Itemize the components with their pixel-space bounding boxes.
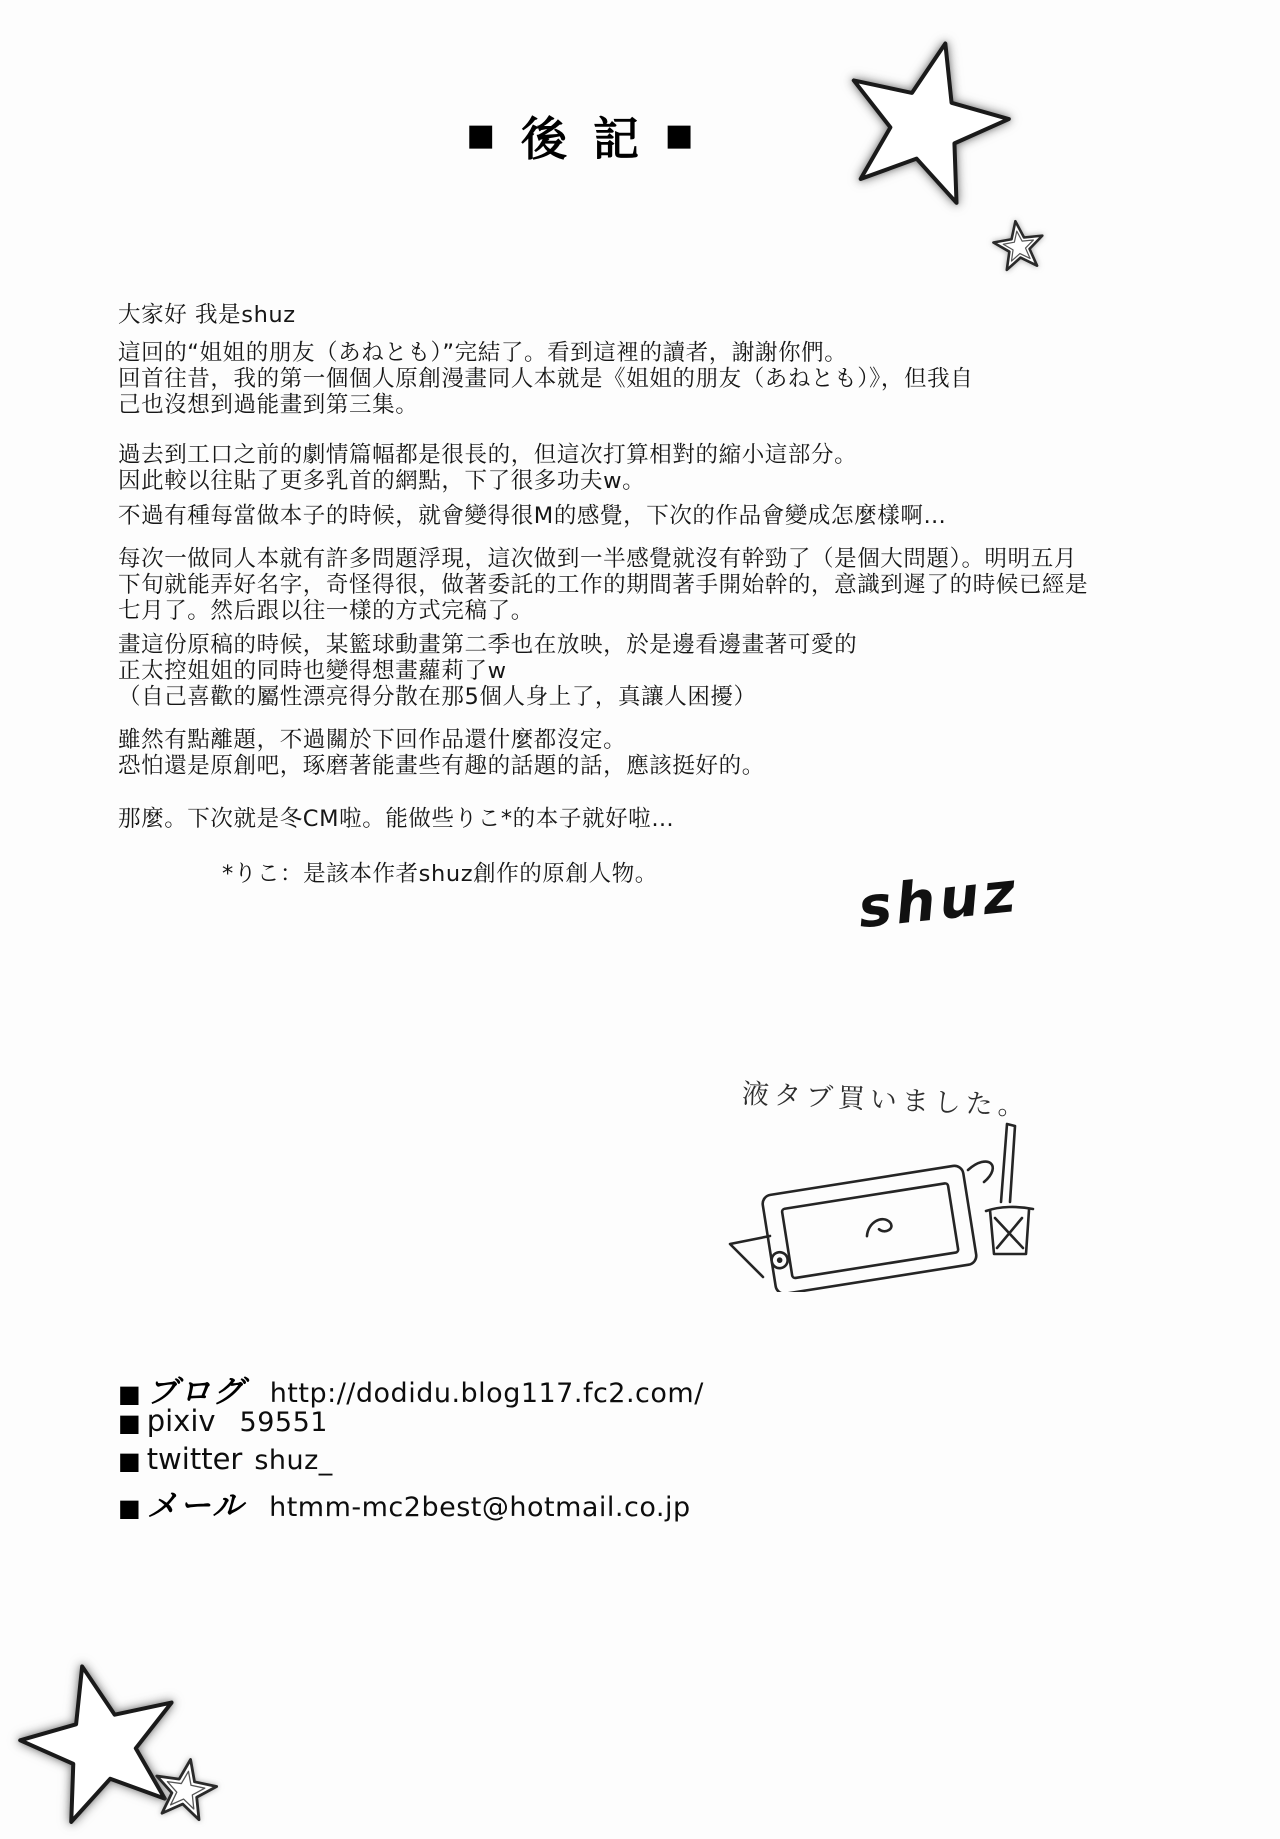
page-title-text: 後記 bbox=[521, 112, 665, 166]
paragraph-3 bbox=[118, 546, 1198, 624]
footnote-text: *りこ：是該本作者shuz創作的原創人物。 bbox=[222, 861, 658, 887]
star-small-top-right-icon bbox=[988, 216, 1050, 278]
contact-row-pixiv bbox=[118, 1404, 704, 1442]
star-small-bottom-left-icon bbox=[146, 1752, 224, 1830]
contact-info bbox=[118, 1366, 704, 1524]
paragraph-line: 因此較以往貼了更多乳首的網點，下了很多功夫w。 bbox=[118, 468, 646, 494]
greeting-line: 大家好 我是shuz bbox=[118, 302, 296, 328]
twitter-handle: shuz_ bbox=[254, 1445, 333, 1476]
pixiv-id: 59551 bbox=[239, 1407, 328, 1438]
paragraph-line: 己也沒想到過能畫到第三集。 bbox=[118, 392, 419, 418]
star-large-top-right-icon bbox=[822, 22, 1027, 227]
paragraph-line: 雖然有點離題，不過關於下回作品還什麼都沒定。 bbox=[118, 727, 627, 753]
email-address: htmm-mc2best@hotmail.co.jp bbox=[269, 1492, 691, 1523]
paragraph-line: 不過有種每當做本子的時候，就會變得很M的感覺，下次的作品會變成怎麼樣啊… bbox=[118, 503, 947, 529]
contact-row-email bbox=[118, 1480, 704, 1524]
title-square-left-icon: ■ bbox=[466, 118, 495, 153]
contact-label: twitter bbox=[146, 1442, 243, 1476]
paragraph-line: （自己喜歡的屬性漂亮得分散在那5個人身上了，真讓人困擾） bbox=[118, 684, 757, 710]
paragraph-4 bbox=[118, 632, 1198, 710]
contact-row-blog bbox=[118, 1366, 704, 1410]
paragraph-line: 正太控姐姐的同時也變得想畫蘿莉了w bbox=[118, 658, 507, 684]
paragraph-line: 七月了。然后跟以往一樣的方式完稿了。 bbox=[118, 598, 534, 624]
contact-label: メール bbox=[146, 1488, 246, 1524]
paragraph-line: 畫這份原稿的時候，某籃球動畫第二季也在放映，於是邊看邊畫著可愛的 bbox=[118, 632, 858, 658]
paragraph-1 bbox=[118, 340, 1198, 418]
greeting-text bbox=[118, 302, 1198, 328]
contact-row-twitter bbox=[118, 1442, 704, 1480]
author-signature: shuz bbox=[855, 859, 1023, 942]
paragraph-line: 下旬就能弄好名字，奇怪得很，做著委託的工作的期間著手開始幹的，意識到遲了的時候已經是 bbox=[118, 572, 1089, 598]
paragraph-line: 恐怕還是原創吧，琢磨著能畫些有趣的話題的話，應該挺好的。 bbox=[118, 753, 765, 779]
title-square-right-icon: ■ bbox=[665, 118, 694, 153]
paragraph-2b bbox=[118, 503, 1198, 529]
contact-label: pixiv bbox=[146, 1404, 216, 1438]
paragraph-6 bbox=[118, 806, 1198, 832]
paragraph-line: 那麼。下次就是冬CM啦。能做些りこ*的本子就好啦… bbox=[118, 806, 675, 832]
blog-url: http://dodidu.blog117.fc2.com/ bbox=[269, 1378, 704, 1409]
paragraph-line: 這回的“姐姐的朋友（あねとも）”完結了。看到這裡的讀者，謝謝你們。 bbox=[118, 340, 848, 366]
square-bullet-icon: ■ bbox=[118, 1447, 141, 1475]
page-title bbox=[330, 103, 830, 169]
pen-display-sketch bbox=[718, 1112, 1038, 1292]
paragraph-line: 過去到工口之前的劇情篇幅都是很長的，但這次打算相對的縮小這部分。 bbox=[118, 442, 858, 468]
paragraph-2 bbox=[118, 442, 1198, 494]
square-bullet-icon: ■ bbox=[118, 1380, 141, 1408]
paragraph-5 bbox=[118, 727, 1198, 779]
sketch-note-text: 液タブ買いました。 bbox=[741, 1078, 1031, 1123]
square-bullet-icon: ■ bbox=[118, 1409, 141, 1437]
square-bullet-icon: ■ bbox=[118, 1494, 141, 1522]
paragraph-line: 回首往昔，我的第一個個人原創漫畫同人本就是《姐姐的朋友（あねとも）》，但我自 bbox=[118, 366, 974, 392]
paragraph-line: 每次一做同人本就有許多問題浮現，這次做到一半感覺就沒有幹勁了（是個大問題）。明明五月 bbox=[118, 546, 1077, 572]
contact-label: ブログ bbox=[146, 1374, 246, 1410]
